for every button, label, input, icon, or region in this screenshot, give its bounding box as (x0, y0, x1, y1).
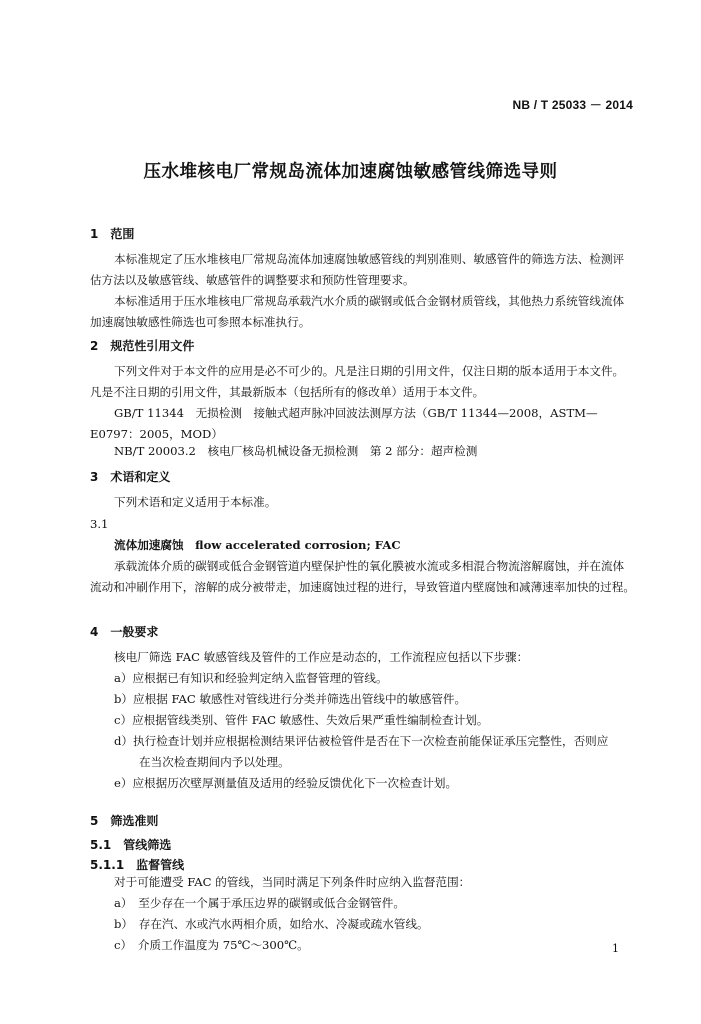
list-item: a）应根据已有知识和经验判定纳入监督管理的管线。 (114, 671, 388, 685)
list-item-continuation: 在当次检查期间内予以处理。 (139, 755, 290, 769)
section-1-paragraph-1: 本标准规定了压水堆核电厂常规岛流体加速腐蚀敏感管线的判别准则、敏感管件的筛选方法、检测评估方法以及敏感管线、敏感管件的调整要求和预防性管理要求。 (90, 252, 625, 287)
term-definition: 承载流体介质的碳钢或低合金钢管道内壁保护性的氧化膜被水流或多相混合物流溶解腐蚀，并在流体流动和冲刷作用下，溶解的成分被带走，加速腐蚀过程的进行，导致管道内壁腐蚀和减薄速率加快的过程。 (90, 559, 635, 594)
standard-number: NB / T 25033 － 2014 (512, 98, 633, 112)
section-4-intro: 核电厂筛选 FAC 敏感管线及管件的工作应是动态的，工作流程应包括以下步骤： (114, 650, 529, 664)
reference-gb-t-11344: GB/T 11344 无损检测 接触式超声脉冲回波法测厚方法（GB/T 11344—2008，ASTM—E0797：2005，MOD） (90, 406, 598, 441)
list-item: e）应根据历次壁厚测量值及适用的经验反馈优化下一次检查计划。 (114, 776, 458, 790)
list-item: c） 介质工作温度为 75℃～300℃。 (114, 938, 309, 952)
document-title: 压水堆核电厂常规岛流体加速腐蚀敏感管线筛选导则 (143, 162, 558, 182)
section-1-paragraph-2: 本标准适用于压水堆核电厂常规岛承载汽水介质的碳钢或低合金钢材质管线，其他热力系统管线流体加速腐蚀敏感性筛选也可参照本标准执行。 (90, 294, 625, 329)
section-5-heading: 5 筛选准则 (90, 814, 159, 828)
section-5-1-heading: 5.1 管线筛选 (90, 838, 172, 852)
section-3-intro: 下列术语和定义适用于本标准。 (114, 495, 277, 509)
section-2-paragraph: 下列文件对于本文件的应用是必不可少的。凡是注日期的引用文件，仅注日期的版本适用于本文件。凡是不注日期的引用文件，其最新版本（包括所有的修改单）适用于本文件。 (90, 364, 625, 399)
section-3-heading: 3 术语和定义 (90, 470, 171, 484)
section-1-heading: 1 范围 (90, 227, 135, 241)
list-item: b）应根据 FAC 敏感性对管线进行分类并筛选出管线中的敏感管件。 (114, 692, 467, 706)
term-number: 3.1 (90, 517, 109, 531)
list-item: b） 存在汽、水或汽水两相介质，如给水、冷凝或疏水管线。 (114, 917, 429, 931)
term-title: 流体加速腐蚀 flow accelerated corrosion; FAC (114, 538, 401, 552)
reference-nb-t-20003-2: NB/T 20003.2 核电厂核岛机械设备无损检测 第 2 部分：超声检测 (114, 444, 478, 458)
section-4-heading: 4 一般要求 (90, 625, 159, 639)
section-5-intro: 对于可能遭受 FAC 的管线，当同时满足下列条件时应纳入监督范围： (114, 875, 471, 889)
section-2-heading: 2 规范性引用文件 (90, 339, 195, 353)
list-item: d）执行检查计划并应根据检测结果评估被检管件是否在下一次检查前能保证承压完整性，否则应 (114, 734, 609, 748)
section-5-1-1-heading: 5.1.1 监督管线 (90, 858, 185, 872)
list-item: a） 至少存在一个属于承压边界的碳钢或低合金钢管件。 (114, 896, 405, 910)
page-number: 1 (612, 942, 619, 955)
list-item: c）应根据管线类别、管件 FAC 敏感性、失效后果严重性编制检查计划。 (114, 713, 489, 727)
